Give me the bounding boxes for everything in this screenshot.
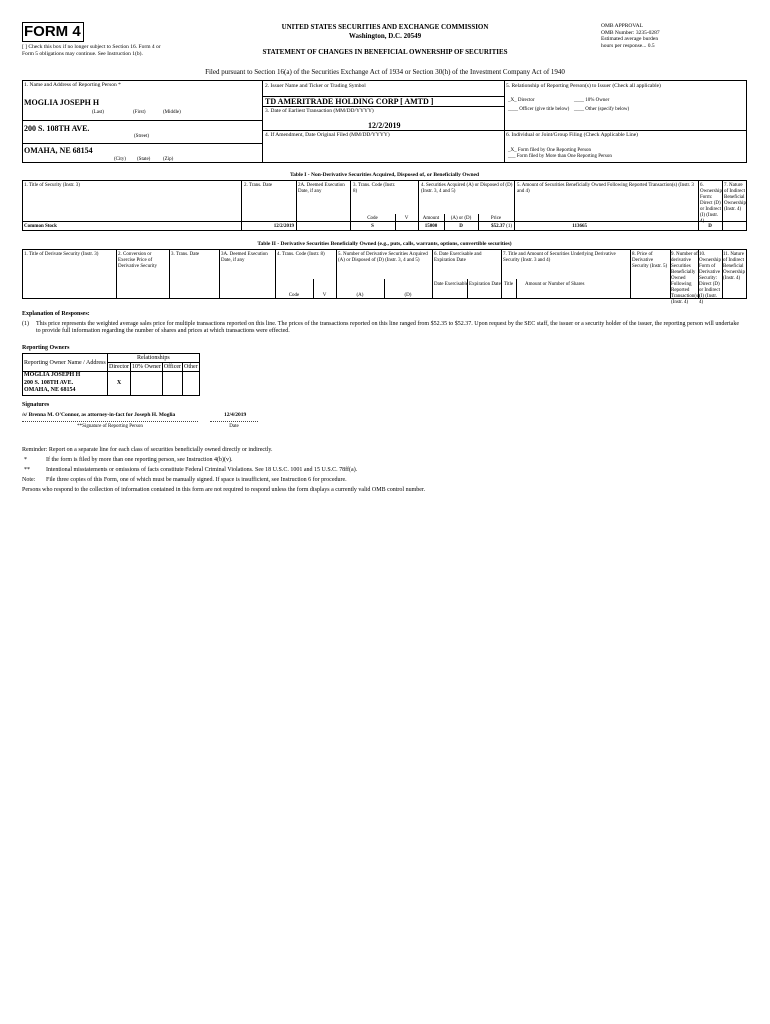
form-title: FORM 4 xyxy=(24,23,81,40)
state-label: (State) xyxy=(137,157,151,162)
box2-label: 2. Issuer Name and Ticker or Trading Symbol xyxy=(265,83,366,89)
omb-approval-title: OMB APPROVAL xyxy=(601,23,643,29)
relationships-header: Relationships xyxy=(108,354,200,363)
t1-header-amount-owned: 5. Amount of Securities Beneficially Owned Following Reported Transaction(s) (Instr. 3 and 4) xyxy=(517,183,694,194)
reminder-text: Reminder: Report on a separate line for each class of securities beneficially owned directly or indirectly. xyxy=(22,447,273,453)
footnote-1-text: This price represents the weighted average sales price for multiple transactions reported on this line. The prices of the transactions reported on this line ranged from $52.35 to $52.37. Upon request by the SEC staff, the issuer or a security holder of the issuer, the reporting person will undertake to provide full information regarding the number of shares and prices at which transactions were effected. xyxy=(36,321,740,334)
t1-subheader-price: Price xyxy=(490,216,502,221)
last-label: (Last) xyxy=(92,110,104,115)
ten-percent-owner-option[interactable]: ____ 10% Owner xyxy=(574,98,610,103)
box4-label: 4. If Amendment, Date Original Filed (MM/DD/YYYY) xyxy=(265,132,390,138)
ten-percent-header: 10% Owner xyxy=(132,364,161,370)
t1-row-price-value: $52.37 xyxy=(491,224,505,229)
agency-name: UNITED STATES SECURITIES AND EXCHANGE COMMISSION xyxy=(281,23,489,31)
reporting-owner-row xyxy=(23,372,200,396)
t2-header-price: 8. Price of Derivative Security (Instr. 5) xyxy=(632,252,668,269)
reporting-owners-table xyxy=(22,353,200,396)
box5-label: 5. Relationship of Reporting Person(s) to Issuer (Check all applicable) xyxy=(506,83,661,89)
omb-hours: hours per response... 0.5 xyxy=(601,42,655,49)
t2-header-title: 1. Title of Derivate Security (Instr. 3) xyxy=(24,252,99,257)
middle-label: (Middle) xyxy=(163,110,181,115)
box6-label: 6. Individual or Joint/Group Filing (Check Applicable Line) xyxy=(506,132,638,138)
director-option[interactable]: _X_ Director xyxy=(508,98,535,103)
t2-subheader-title: Title xyxy=(503,282,514,287)
t1-row-code: S xyxy=(371,224,374,229)
t2-header-conversion: 2. Conversion or Exercise Price of Derivative Security xyxy=(118,252,158,269)
t1-row-owned: 113665 xyxy=(572,224,587,229)
omb-persons-text: Persons who respond to the collection of information contained in this form are not required to respond unless the form displays a currently valid OMB control number. xyxy=(22,487,426,493)
t2-subheader-v: V xyxy=(322,293,327,298)
director-header: Director xyxy=(109,364,129,370)
t1-row-date: 12/2/2019 xyxy=(273,224,294,229)
earliest-transaction-date: 12/2/2019 xyxy=(368,121,401,130)
t2-subheader-date-exercisable: Date Exercisable xyxy=(434,282,469,287)
star1-text: If the form is filed by more than one reporting person, see Instruction 4(b)(v). xyxy=(46,457,233,463)
t1-row-form: D xyxy=(708,224,712,229)
more-persons-option[interactable]: ___ Form filed by More than One Reporting Person xyxy=(508,154,612,159)
t1-subheader-amount: Amount xyxy=(422,216,440,221)
reporting-owners-heading: Reporting Owners xyxy=(22,345,70,351)
other-option[interactable]: ____ Other (specify below) xyxy=(574,107,630,112)
signature-date: 12/4/2019 xyxy=(224,412,247,418)
t2-subheader-a: (A) xyxy=(356,293,364,298)
t2-header-ownership-form: 10. Ownership Form of Derivative Security: Direct (D) or Indirect (I) (Instr. 4) xyxy=(699,252,721,305)
signatures-heading: Signatures xyxy=(22,402,50,408)
issuer-name: TD AMERITRADE HOLDING CORP [ AMTD ] xyxy=(265,97,434,106)
t2-subheader-d: (D) xyxy=(404,293,412,298)
t1-subheader-code: Code xyxy=(367,216,378,221)
director-mark: X xyxy=(108,372,131,396)
omb-burden: Estimated average burden xyxy=(601,36,659,42)
date-label: Date xyxy=(229,424,239,429)
signer-name: /s/ Brenna M. O'Connor, as attorney-in-fact for Joseph H. Moglia xyxy=(22,412,176,418)
omb-approval-box xyxy=(601,23,711,49)
owner-street: 200 S. 108TH AVE. xyxy=(24,379,74,386)
t1-header-ownership-form: 6. Ownership Form: Direct (D) or Indirect (I) (Instr. 4) xyxy=(700,183,722,224)
zip-label: (Zip) xyxy=(163,157,174,162)
t2-header-nature: 11. Nature of Indirect Beneficial Ownership (Instr. 4) xyxy=(723,252,745,281)
reporting-person-street: 200 S. 108TH AVE. xyxy=(24,124,90,133)
t1-header-acquired: 4. Securities Acquired (A) or Disposed of (D) (Instr. 3, 4 and 5) xyxy=(421,183,513,194)
t2-header-owned: 9. Number of derivative Securities Beneficially Owned Following Reported Transaction(s) (Instr. 4) xyxy=(671,252,700,305)
t1-header-date: 2. Trans. Date xyxy=(244,183,273,188)
star1-marker: * xyxy=(24,457,27,463)
filed-pursuant-text: Filed pursuant to Section 16(a) of the Securities Exchange Act of 1934 or Section 30(h) of the Investment Company Act of 1940 xyxy=(205,68,565,76)
box1-label: 1. Name and Address of Reporting Person * xyxy=(24,82,121,88)
t2-header-exercisable: 6. Date Exercisable and Expiration Date xyxy=(434,252,482,263)
t2-subheader-amount-shares: Amount or Number of Shares xyxy=(525,282,585,287)
reporting-person-name: MOGLIA JOSEPH H xyxy=(24,98,100,107)
t2-subheader-expiration: Expiration Date xyxy=(469,282,501,287)
owner-address-cell xyxy=(23,372,108,396)
explanation-heading: Explanation of Responses: xyxy=(22,311,90,317)
street-label: (Street) xyxy=(134,134,149,139)
t1-header-title: 1. Title of Security (Instr. 3) xyxy=(24,183,80,188)
t1-row-price-footnote[interactable]: (1) xyxy=(506,224,512,229)
other-header: Other xyxy=(184,364,198,370)
officer-header: Officer xyxy=(163,364,182,370)
t1-subheader-v: V xyxy=(404,216,409,221)
first-label: (First) xyxy=(133,110,146,115)
t2-header-date: 3. Trans. Date xyxy=(171,252,200,257)
t1-row-amount: 15000 xyxy=(424,224,438,229)
one-person-option[interactable]: _X_ Form filed by One Reporting Person xyxy=(508,148,592,153)
officer-mark xyxy=(162,372,182,396)
city-label: (City) xyxy=(114,157,126,162)
agency-address: Washington, D.C. 20549 xyxy=(348,32,422,40)
t2-header-deemed: 3A. Deemed Execution Date, if any xyxy=(221,252,268,263)
t1-subheader-aord: (A) or (D) xyxy=(450,216,472,221)
t2-subheader-code: Code xyxy=(288,293,300,298)
section-16-checkbox-note[interactable]: [ ] Check this box if no longer subject to Section 16. Form 4 or Form 5 obligations may continue. See Instruction 1(b). xyxy=(22,44,161,57)
table1-title: Table I - Non-Derivative Securities Acquired, Disposed of, or Beneficially Owned xyxy=(289,172,480,178)
t1-header-code: 3. Trans. Code (Instr. 8) xyxy=(353,183,396,194)
note-text: File three copies of this Form, one of which must be manually signed. If space is insufficient, see Instruction 6 for procedure. xyxy=(46,477,347,483)
star2-marker: ** xyxy=(24,467,30,473)
note-marker: Note: xyxy=(22,477,36,483)
t1-header-deemed: 2A. Deemed Execution Date, if any xyxy=(298,183,345,194)
signature-label: **Signature of Reporting Person xyxy=(77,424,143,429)
owner-city: OMAHA, NE 68154 xyxy=(24,387,76,393)
other-mark xyxy=(183,372,200,396)
statement-title: STATEMENT OF CHANGES IN BENEFICIAL OWNERSHIP OF SECURITIES xyxy=(262,48,508,56)
t1-header-nature: 7. Nature of Indirect Beneficial Ownership (Instr. 4) xyxy=(724,183,746,212)
owner-name-header: Reporting Owner Name / Address xyxy=(23,354,108,372)
owner-name: MOGLIA JOSEPH H xyxy=(24,372,81,378)
t2-header-code: 4. Trans. Code (Instr. 8) xyxy=(277,252,325,257)
ten-percent-mark xyxy=(131,372,163,396)
t1-row-price xyxy=(478,224,512,230)
footnote-1-marker: (1) xyxy=(22,321,29,327)
table2-title: Table II - Derivative Securities Beneficially Owned (e.g., puts, calls, warrants, options, convertible securities) xyxy=(257,241,512,247)
t1-row-title: Common Stock xyxy=(24,224,57,229)
reporting-person-city: OMAHA, NE 68154 xyxy=(24,146,93,155)
officer-option[interactable]: ____ Officer (give title below) xyxy=(508,107,570,112)
box3-label: 3. Date of Earliest Transaction (MM/DD/YYYY) xyxy=(265,108,374,114)
star2-text: Intentional misstatements or omissions of facts constitute Federal Criminal Violations. See 18 U.S.C. 1001 and 15 U.S.C. 78ff(a). xyxy=(46,467,358,473)
t2-header-number: 5. Number of Derivative Securities Acquired (A) or Disposed of (D) (Instr. 3, 4 and 5) xyxy=(338,252,428,263)
t2-header-underlying: 7. Title and Amount of Securities Underlying Derivative Security (Instr. 3 and 4) xyxy=(503,252,616,263)
t1-row-aord: D xyxy=(459,224,463,229)
omb-number: OMB Number: 3235-0287 xyxy=(601,29,660,36)
